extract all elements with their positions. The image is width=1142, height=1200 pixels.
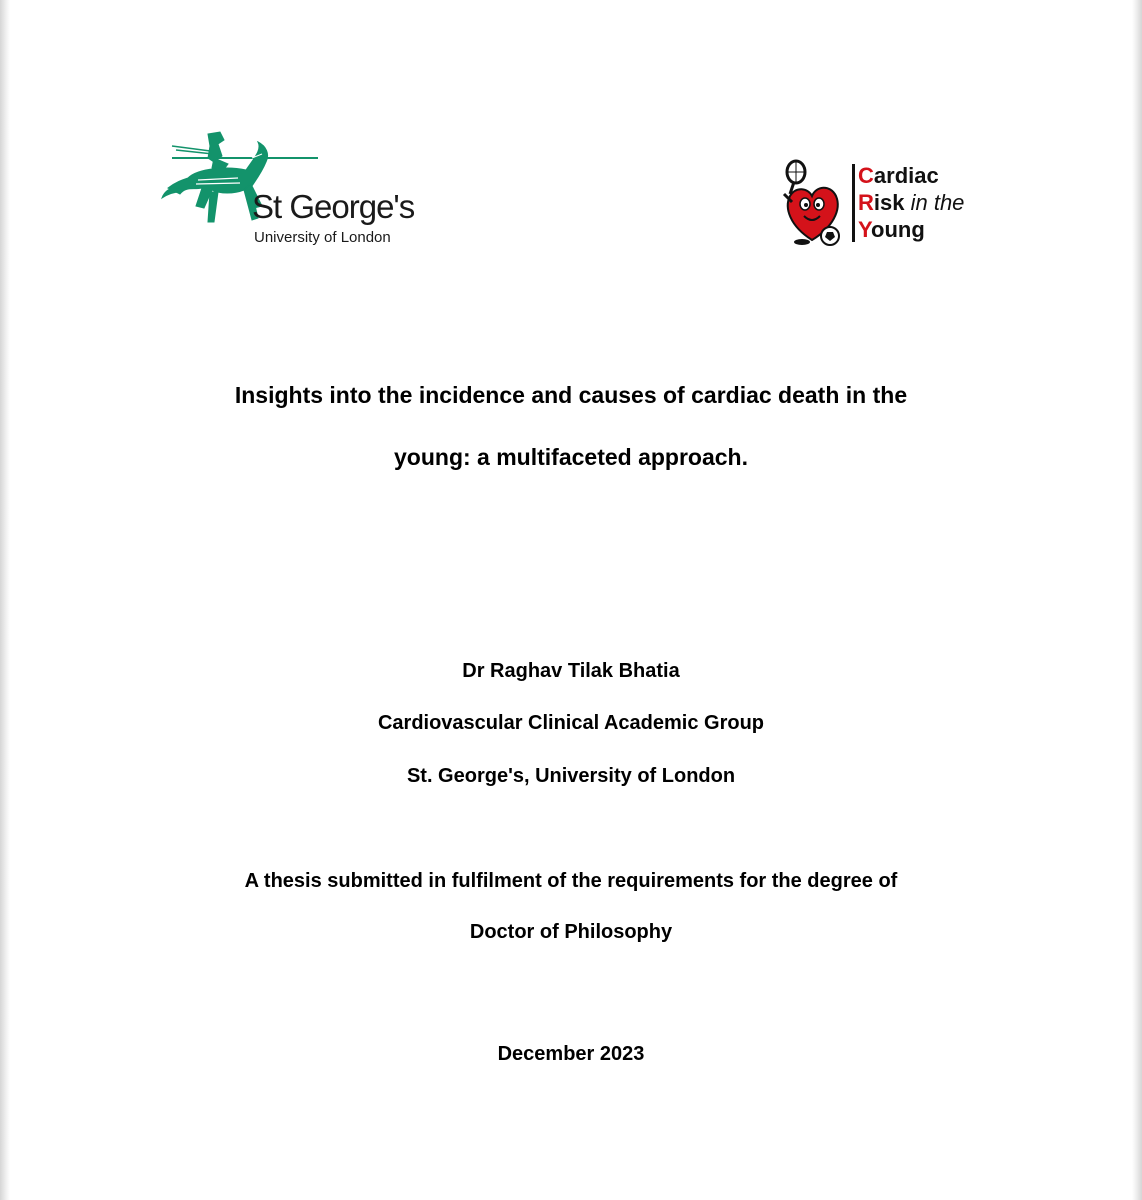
cry-logo xyxy=(772,158,1012,248)
sgul-logo-subtitle: University of London xyxy=(254,229,391,246)
title-page xyxy=(10,0,1132,1200)
cry-logo-text xyxy=(858,162,964,243)
author-group: Cardiovascular Clinical Academic Group xyxy=(377,712,765,734)
thesis-degree: Doctor of Philosophy xyxy=(469,921,673,943)
heart-mascot-icon xyxy=(772,158,852,248)
cry-words-in-the: in the xyxy=(904,190,965,215)
cry-initial-r: R xyxy=(858,190,874,215)
thesis-statement: A thesis submitted in fulfilment of the requirements for the degree of xyxy=(244,870,898,892)
thesis-title-line-2: young: a multifaceted approach. xyxy=(394,444,748,470)
cry-logo-divider xyxy=(852,164,855,242)
sgul-logo-name: St George's xyxy=(252,188,415,225)
cry-word-cardiac: ardiac xyxy=(873,163,939,188)
cry-word-risk: isk xyxy=(873,190,905,215)
author-institution: St. George's, University of London xyxy=(406,765,736,787)
sgul-logo xyxy=(158,128,428,250)
thesis-title-line-1: Insights into the incidence and causes of cardiac death in the xyxy=(234,382,908,408)
submission-date: December 2023 xyxy=(497,1043,645,1065)
cry-initial-y: Y xyxy=(858,217,872,242)
page-shadow-left xyxy=(0,0,10,1200)
author-name: Dr Raghav Tilak Bhatia xyxy=(462,660,680,682)
page-shadow-right xyxy=(1132,0,1142,1200)
cry-initial-c: C xyxy=(858,163,874,188)
cry-word-young: oung xyxy=(871,217,925,242)
